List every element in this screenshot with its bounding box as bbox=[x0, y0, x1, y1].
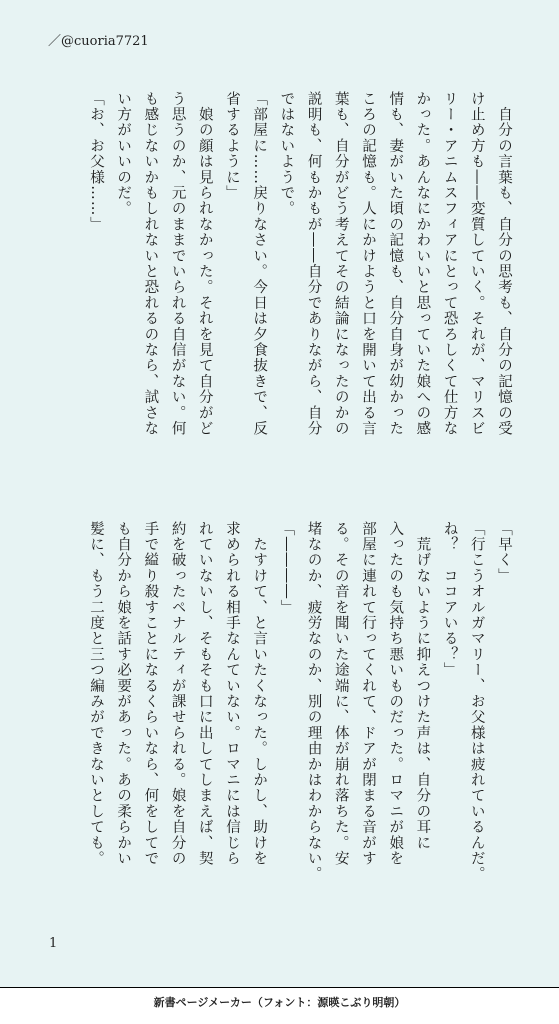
text-line: 「部屋に……戻りなさい。今日は夕食抜きで、反 bbox=[251, 91, 268, 437]
text-line: け止め方も――変質していく。それが、マリスビ bbox=[468, 91, 485, 437]
text-line: 「――――」 bbox=[278, 521, 295, 616]
text-line: い方がいいのだ。 bbox=[115, 91, 132, 217]
text-line: 省するように」 bbox=[223, 91, 240, 201]
text-line: 入ったのも気持ち悪いものだった。ロマニが娘を bbox=[387, 521, 404, 867]
text-line: 手で縊り殺すことになるくらいなら、何をしてで bbox=[142, 521, 159, 867]
text-line: 約を破ったペナルティが課せられる。娘を自分の bbox=[169, 521, 186, 867]
text-line: 自分の言葉も、自分の思考も、自分の記憶の受 bbox=[496, 91, 512, 437]
text-line: 荒げないように抑えつけた声は、自分の耳に bbox=[414, 521, 431, 851]
text-line: ころの記憶も。人にかけようと口を開いて出る言 bbox=[359, 91, 376, 437]
text-line: 情も、妻がいた頃の記憶も、自分自身が幼かった bbox=[387, 91, 404, 437]
text-line: かった。あんなにかわいいと思っていた娘への感 bbox=[414, 91, 431, 437]
text-line: 堵なのか、疲労なのか、別の理由かはわからない。 bbox=[305, 521, 322, 883]
text-line: 部屋に連れて行ってくれて、ドアが閉まる音がす bbox=[359, 521, 376, 867]
text-line: 髪に、もう二度と三つ編みができないとしても。 bbox=[87, 521, 104, 867]
text-line: る。その音を聞いた途端に、体が崩れ落ちた。安 bbox=[332, 521, 349, 867]
text-line: 「行こうオルガマリー、お父様は疲れているんだ。 bbox=[468, 521, 485, 883]
text-line: 「早く」 bbox=[496, 521, 512, 584]
page-number: 1 bbox=[49, 936, 58, 951]
text-line: れていないし、そもそも口に出してしまえば、契 bbox=[196, 521, 213, 867]
text-line: ね？ ココアいる？」 bbox=[441, 521, 458, 678]
text-line: 求められる相手なんていない。ロマニには信じら bbox=[223, 521, 240, 867]
text-line: 説明も、何もかもが――自分でありながら、自分 bbox=[305, 91, 322, 437]
text-line: も感じないかもしれないと恐れるのなら、試さな bbox=[142, 91, 159, 437]
text-block-top bbox=[37, 91, 517, 481]
text-line: も自分から娘を話す必要があった。あの柔らかい bbox=[115, 521, 132, 867]
text-line: たすけて、と言いたくなった。しかし、助けを bbox=[251, 521, 268, 867]
text-line: 葉も、自分がどう考えてその結論になったのかの bbox=[332, 91, 349, 437]
text-line: リー・アニムスフィアにとって恐ろしくて仕方な bbox=[441, 91, 458, 437]
text-line: 「お、お父様……」 bbox=[87, 91, 104, 233]
text-line: う思うのか、元のままでいられる自信がない。何 bbox=[169, 91, 186, 437]
text-line: 娘の顔は見られなかった。それを見て自分がど bbox=[196, 91, 213, 437]
text-line: ではないようで。 bbox=[278, 91, 295, 217]
text-block-bottom bbox=[37, 521, 517, 911]
author-handle: ／@cuoria7721 bbox=[48, 34, 149, 49]
footer-credit: 新書ページメーカー（フォント：源暎こぶり明朝） bbox=[153, 996, 406, 1009]
